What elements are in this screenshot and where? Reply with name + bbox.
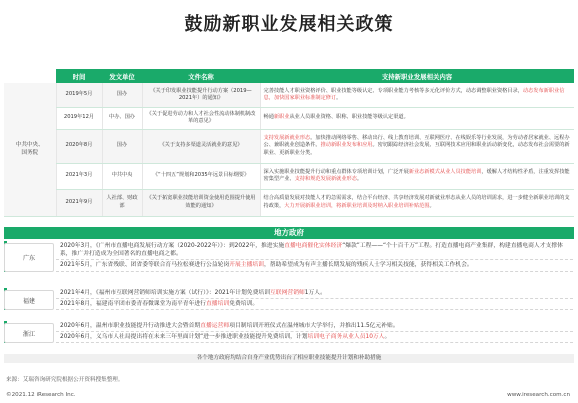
table-row: [4, 107, 574, 129]
central-policy-table: [4, 69, 574, 217]
text-segment: 免费培训。: [229, 301, 259, 307]
header-time: 时间: [56, 69, 102, 83]
local-footnote: 各个地方政府均结合自身产业优势出台了相应职业技能提升计划和补助措施: [4, 354, 574, 363]
doc-cell: 《关于印发职业技能提升行动方案（2019—2021年）的通知》: [142, 83, 260, 107]
text-segment: 2020年6月，温州市职业技能提升行动推进大会暨首期: [60, 323, 201, 329]
highlight-text: 直播培训: [205, 301, 230, 307]
header-content: 支持新职业发展相关内容: [260, 69, 574, 83]
highlight-text: 大力开展新职业培训，将新职业培训及时纳入职业培训补贴范围: [284, 202, 430, 209]
source-note: 来源：艾瑞咨询研究院根据公开资料搜集整理。: [6, 377, 124, 383]
time-cell: 2020年8月: [56, 129, 102, 163]
highlight-text: 新业态新模式从业人员技能培训: [408, 168, 482, 175]
text-segment: 。: [429, 202, 435, 209]
region-label: 广东: [4, 243, 54, 272]
highlight-text: 支持发展新就业形态: [263, 135, 311, 142]
unit-cell: 中共中央: [102, 163, 142, 189]
time-cell: 2019年12月: [56, 107, 102, 129]
table-row: [4, 129, 574, 163]
text-segment: 。密切跟踪经济社会发展、互联网技术应用和职业活动新变化，动态发布社会需要的新职业、更新职业分类。: [263, 142, 570, 156]
page-title: 鼓励新职业发展相关政策: [184, 14, 394, 35]
text-segment: 。: [356, 176, 363, 182]
time-cell: 2019年5月: [56, 83, 102, 107]
content-cell: [260, 83, 574, 107]
region-policy-item: [56, 332, 573, 343]
highlight-text: 支持和规范发展新就业形态: [294, 176, 357, 182]
highlight-text: 开展主播培训: [229, 262, 264, 268]
region-policy-item: [56, 260, 573, 272]
text-segment: 1万人。: [304, 290, 326, 296]
copyright: ©2021.12 iResearch Inc.: [6, 392, 76, 398]
doc-cell: 《关于促进劳动力和人才社会性流动体制机制改革的意见》: [142, 107, 260, 129]
unit-cell: 国办: [102, 129, 142, 163]
highlight-text: 推动新职业发布和应用: [320, 142, 373, 149]
table-header-row: [4, 69, 574, 83]
text-segment: ，帮助希望成为有声主播长期发展的残疾人士学习相关技能，获得相关工作机会。: [263, 262, 473, 268]
local-gov-header: 地方政府: [4, 227, 574, 239]
website-url: www.iresearch.com.cn: [507, 392, 570, 398]
text-segment: 。: [384, 334, 391, 340]
time-cell: 2021年3月: [56, 163, 102, 189]
text-segment: 完善技能人才职业资格评价、职业技能等级认定、专项职业能力考核等多元化评价方式，动态调整职业资格目录，: [263, 87, 523, 94]
header-doc: 文件名称: [142, 69, 260, 83]
table-row: [4, 189, 574, 216]
text-segment: 项目制培训开班仪式在温州城市大学举行，并推出11.5亿元补贴。: [229, 323, 399, 329]
text-segment: 从业人员职业资格、职称、职业技能等级认定渠道。: [289, 114, 409, 121]
text-segment: 2020年6月，义乌市人社局提出将在未来三年里面计划“进一步推进职业技能提升免费培训，计划: [60, 334, 308, 340]
content-cell: [260, 163, 574, 189]
doc-cell: 《关于支持多渠道灵活就业的意见》: [142, 129, 260, 163]
doc-cell: 《关于拓宽职业技能培训资金使用范围提升使用效能的通知》: [142, 189, 260, 216]
unit-cell: 国办: [102, 83, 142, 107]
region-policy-item: [56, 288, 573, 299]
text-segment: 深入实施职业技能提升行动和重点群体专项培训计划，广泛开展: [263, 168, 409, 175]
region-label: 浙江: [4, 323, 54, 343]
highlight-text: 互联网营销师: [270, 290, 305, 296]
content-cell: [260, 129, 574, 163]
text-segment: “爆款”工程——“个十百千万”工程。打造直播电商产业集群，构建直播电商人才支撑体系，推广并打造成为全国著名的直播电商之都。: [60, 243, 563, 257]
text-segment: 。加快推动网络零售、移动出行、线上教育培训、互联网医疗、在线娱乐等行业发展，为劳动者居家就业、远程办公、兼职就业创造条件。: [263, 135, 570, 149]
highlight-text: 直播电商催化实体经济: [284, 243, 343, 249]
region-policy-item: [56, 241, 573, 260]
text-segment: 2021年8月，福建南平团市委青春微课堂为南平青年进行: [60, 301, 206, 307]
unit-cell: 中办、国办: [102, 107, 142, 129]
region-policy-item: [56, 321, 573, 332]
region-label: 福建: [4, 290, 54, 310]
highlight-text: 直播运营师: [200, 323, 230, 329]
text-segment: 2021年5月，广东省残联、团省委等联合育马拉松赛进行公益轮岗: [60, 262, 230, 268]
text-segment: 2021年4月，《福州市互联网营销师培训实施方案（试行）》：2021年计划免费培训: [60, 290, 270, 296]
region-policy-item: [56, 299, 573, 310]
agency-cell: 中共中央、 国务院: [4, 83, 56, 216]
time-cell: 2021年9月: [56, 189, 102, 216]
unit-cell: 人社部、财政部: [102, 189, 142, 216]
text-segment: 畅通: [263, 114, 274, 121]
highlight-text: 培训电子商务从业人员10万人: [307, 334, 385, 340]
content-cell: [260, 189, 574, 216]
text-segment: 结合高质量发展对技能人才的急需需求，结合平台经济、共享经济发展对新就业形态从业人员的培训需求，进一步健全新职业培训的支持政策，: [263, 195, 570, 209]
content-cell: [260, 107, 574, 129]
table-row: [4, 163, 574, 189]
text-segment: ，缓解人才结构性矛盾，注重发挥技能密集型产业、: [263, 168, 570, 182]
highlight-text: 动态发布新职业信息，加快国家职业标准制定修订: [263, 87, 565, 101]
header-unit: 发文单位: [102, 69, 142, 83]
doc-cell: 《“十四五”规划和2035年远景目标纲要》: [142, 163, 260, 189]
highlight-text: 新职业: [273, 114, 290, 121]
text-segment: 。: [336, 94, 342, 101]
table-row: [4, 83, 574, 107]
text-segment: 2020年3月，《广州市直播电商发展行动方案（2020-2022年）》：到2022年，推进实施: [60, 243, 285, 249]
